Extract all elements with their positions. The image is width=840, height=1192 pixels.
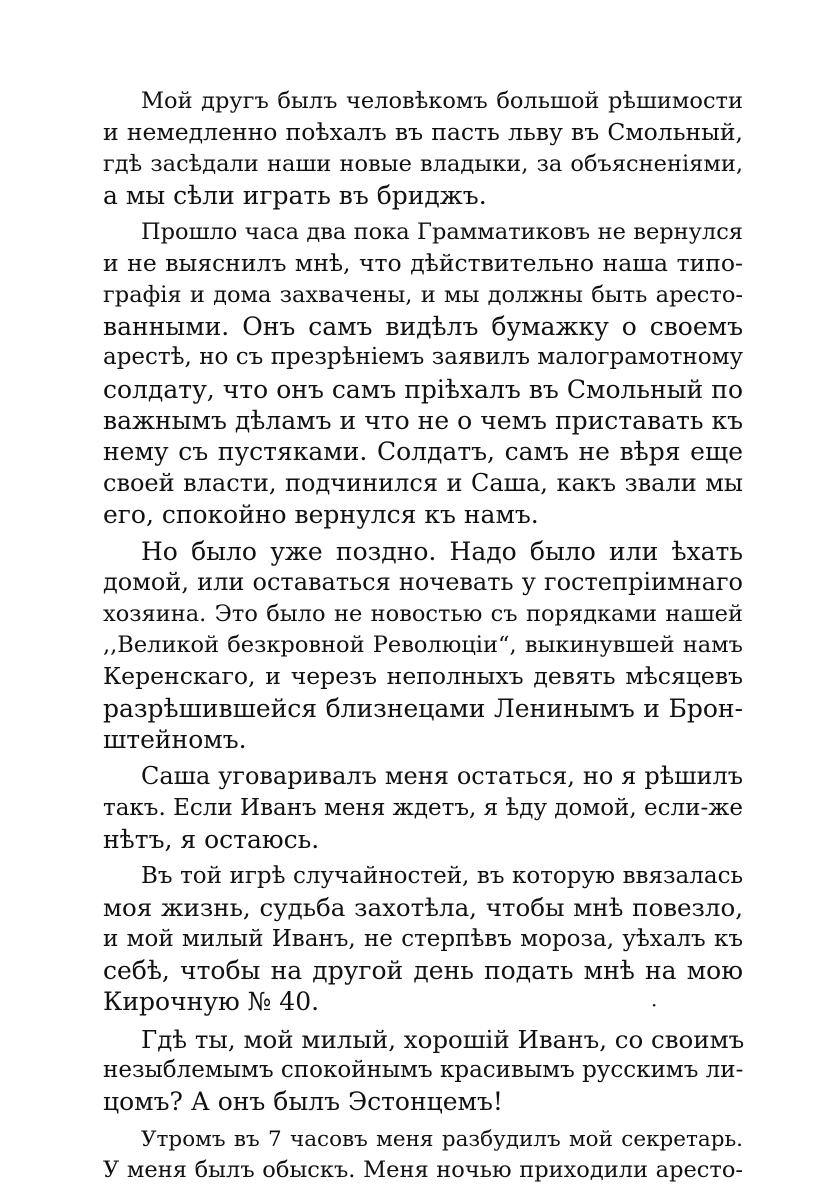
text-line: штейномъ. (103, 724, 247, 754)
text-line: и немедленно поѣхалъ въ пасть льву въ Смольный, (103, 118, 743, 147)
text-line: Утромъ въ 7 часовъ меня разбудилъ мой секретарь. (141, 1126, 743, 1152)
text-line: такъ. Если Иванъ меня ждетъ, я ѣду домой, если-же (103, 794, 743, 821)
text-line: себѣ, чтобы на другой день подать мнѣ на мою (103, 956, 743, 986)
paragraph (103, 761, 743, 855)
paragraph (103, 217, 743, 530)
paragraph (103, 536, 743, 755)
text-line: незыблемымъ спокойнымъ красивымъ русскимъ ли- (103, 1056, 744, 1083)
paragraph (103, 1124, 743, 1187)
text-line: цомъ? А онъ былъ Эстонцемъ! (103, 1087, 503, 1117)
text-line: ванными. Онъ самъ видѣлъ бумажку о своемъ (103, 312, 743, 342)
text-line: важнымъ дѣламъ и что не о чемъ приставать къ (103, 405, 743, 435)
text-line: и мой милый Иванъ, не стерпѣвъ мороза, уѣхалъ къ (103, 925, 743, 952)
text-line: Мой другъ былъ человѣкомъ большой рѣшимости (141, 88, 743, 114)
text-line: графія и дома захвачены, и мы должны быть аресто- (103, 281, 743, 308)
text-line: Гдѣ ты, мой милый, хорошій Иванъ, со своимъ (141, 1024, 745, 1054)
text-line: домой, или оставаться ночевать у гостепріимнаго (103, 568, 743, 597)
text-line: Саша уговаривалъ меня остаться, но я рѣшилъ (141, 762, 743, 791)
page-text (103, 86, 743, 1192)
text-line: У меня былъ обыскъ. Меня ночью приходили аресто- (103, 1156, 743, 1183)
text-line: Въ той игрѣ случайностей, въ которую ввязалась (141, 863, 743, 890)
text-line: нѣтъ, я остаюсь. (103, 824, 320, 854)
text-line: моя жизнь, судьба захотѣла, чтобы мнѣ повезло, (103, 893, 743, 923)
paragraph (103, 1024, 743, 1118)
paragraph (103, 86, 743, 211)
text-line: ,,Великой безкровной Революціи“, выкинувшей намъ (103, 632, 743, 659)
text-line: его, спокойно вернулся къ намъ. (103, 499, 539, 529)
text-line: арестѣ, но съ презрѣніемъ заявилъ малограмотному (103, 344, 743, 371)
text-line: разрѣшившейся близнецами Ленинымъ и Брон- (103, 693, 743, 723)
text-line: Прошло часа два пока Грамматиковъ не вернулся (141, 219, 743, 246)
text-line: солдату, что онъ самъ пріѣхалъ въ Смольный по (103, 374, 743, 404)
paragraph (103, 861, 743, 1017)
text-line: Но было уже поздно. Надо было или ѣхать (141, 537, 743, 567)
stray-print-mark: · (651, 993, 658, 1017)
text-line: а мы сѣли играть въ бриджъ. (103, 180, 487, 210)
text-line: нему съ пустяками. Солдатъ, самъ не вѣря еще (103, 437, 743, 467)
text-line: и не выяснилъ мнѣ, что дѣйствительно наша типо- (103, 249, 743, 278)
text-line: Керенскаго, и черезъ неполныхъ девять мѣсяцевъ (103, 662, 743, 691)
text-line: гдѣ засѣдали наши новые владыки, за объясненіями, (103, 150, 743, 177)
text-line: Кирочную № 40. (103, 987, 320, 1017)
text-line: хозяина. Это было не новостью съ порядками нашей (103, 600, 743, 627)
text-line: своей власти, подчинился и Саша, какъ звали мы (103, 468, 743, 497)
